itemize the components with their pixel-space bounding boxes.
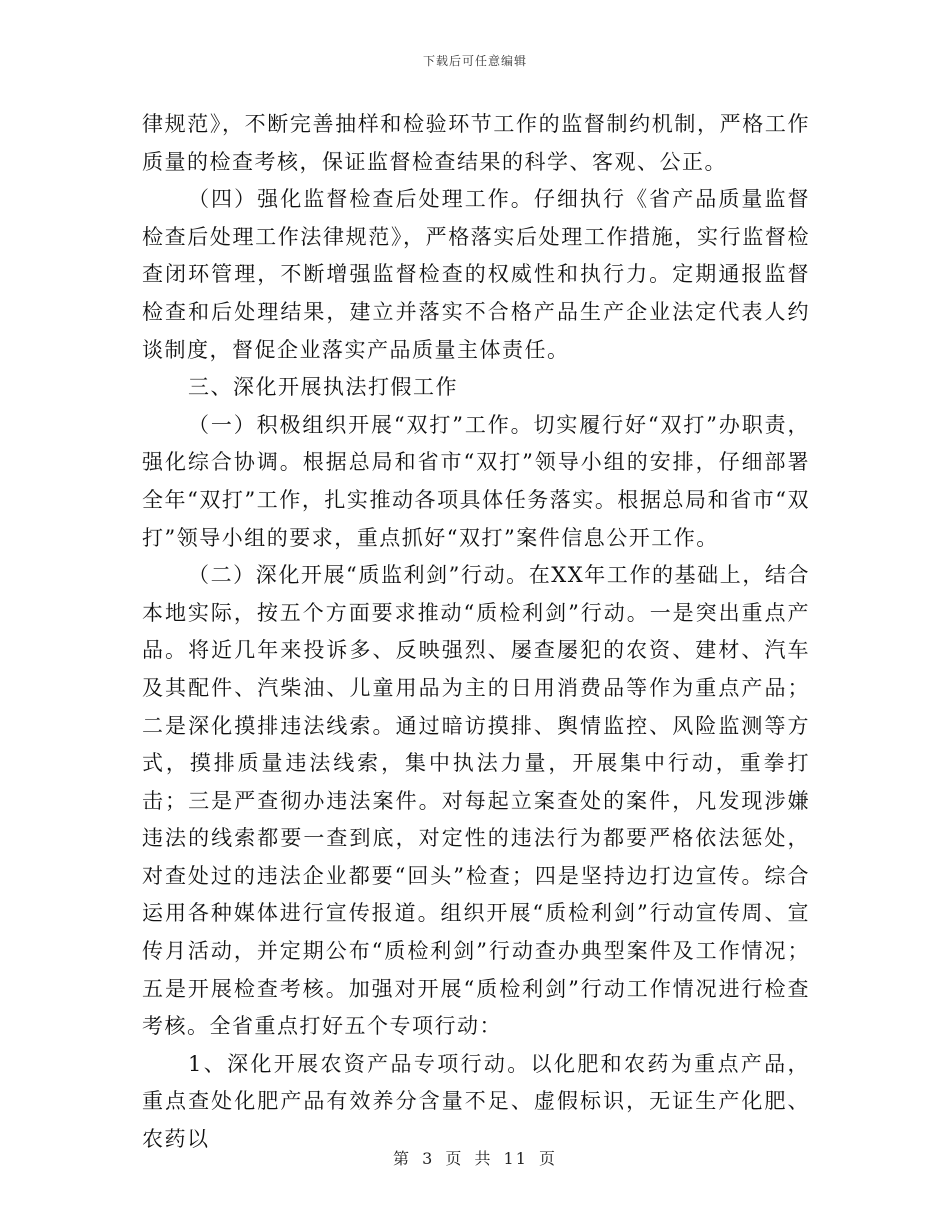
paragraph-continuation: 律规范》，不断完善抽样和检验环节工作的监督制约机制，严格工作质量的检查考核，保证监督检查结果的科学、客观、公正。	[142, 112, 810, 174]
paragraph-subsection-two: （二）深化开展“质监利剑”行动。在XX年工作的基础上，结合本地实际，按五个方面要求推动“质检利剑”行动。一是突出重点产品。将近几年来投诉多、反映强烈、屡查屡犯的农资、建材、汽车及其配件、汽柴油、儿童用品为主的日用消费品等作为重点产品；二是深化摸排违法线索。通过暗访摸排、舆情监控、风险监测等方式，摸排质量违法线索，集中执法力量，开展集中行动，重拳打击；三是严查彻办违法案件。对每起立案查处的案件，凡发现涉嫌违法的线索都要一查到底，对定性的违法行为都要严格依法惩处，对查处过的违法企业都要“回头”检查；四是坚持边打边宣传。综合运用各种媒体进行宣传报道。组织开展“质检利剑”行动宣传周、宣传月活动，并定期公布“质检利剑”行动查办典型案件及工作情况；五是开展检查考核。加强对开展“质检利剑”行动工作情况进行检查考核。全省重点打好五个专项行动：	[142, 563, 810, 1039]
section-heading: 三、深化开展执法打假工作	[188, 375, 458, 400]
page-header: 下载后可任意编辑	[422, 54, 527, 68]
document-body	[142, 106, 810, 1159]
paragraph-item-one: 1、深化开展农资产品专项行动。以化肥和农药为重点产品，重点查处化肥产品有效养分含量不足、虚假标识，无证生产化肥、农药以	[142, 1051, 810, 1152]
paragraph-subsection-one: （一）积极组织开展“双打”工作。切实履行好“双打”办职责，强化综合协调。根据总局和省市“双打”领导小组的安排，仔细部署全年“双打”工作，扎实推动各项具体任务落实。根据总局和省市“双打”领导小组的要求，重点抓好“双打”案件信息公开工作。	[142, 412, 810, 550]
paragraph-section-four: （四）强化监督检查后处理工作。仔细执行《省产品质量监督检查后处理工作法律规范》，严格落实后处理工作措施，实行监督检查闭环管理，不断增强监督检查的权威性和执行力。定期通报监督检查和后处理结果，建立并落实不合格产品生产企业法定代表人约谈制度，督促企业落实产品质量主体责任。	[142, 187, 810, 362]
page-footer: 第 3 页 共 11 页	[393, 1149, 557, 1168]
